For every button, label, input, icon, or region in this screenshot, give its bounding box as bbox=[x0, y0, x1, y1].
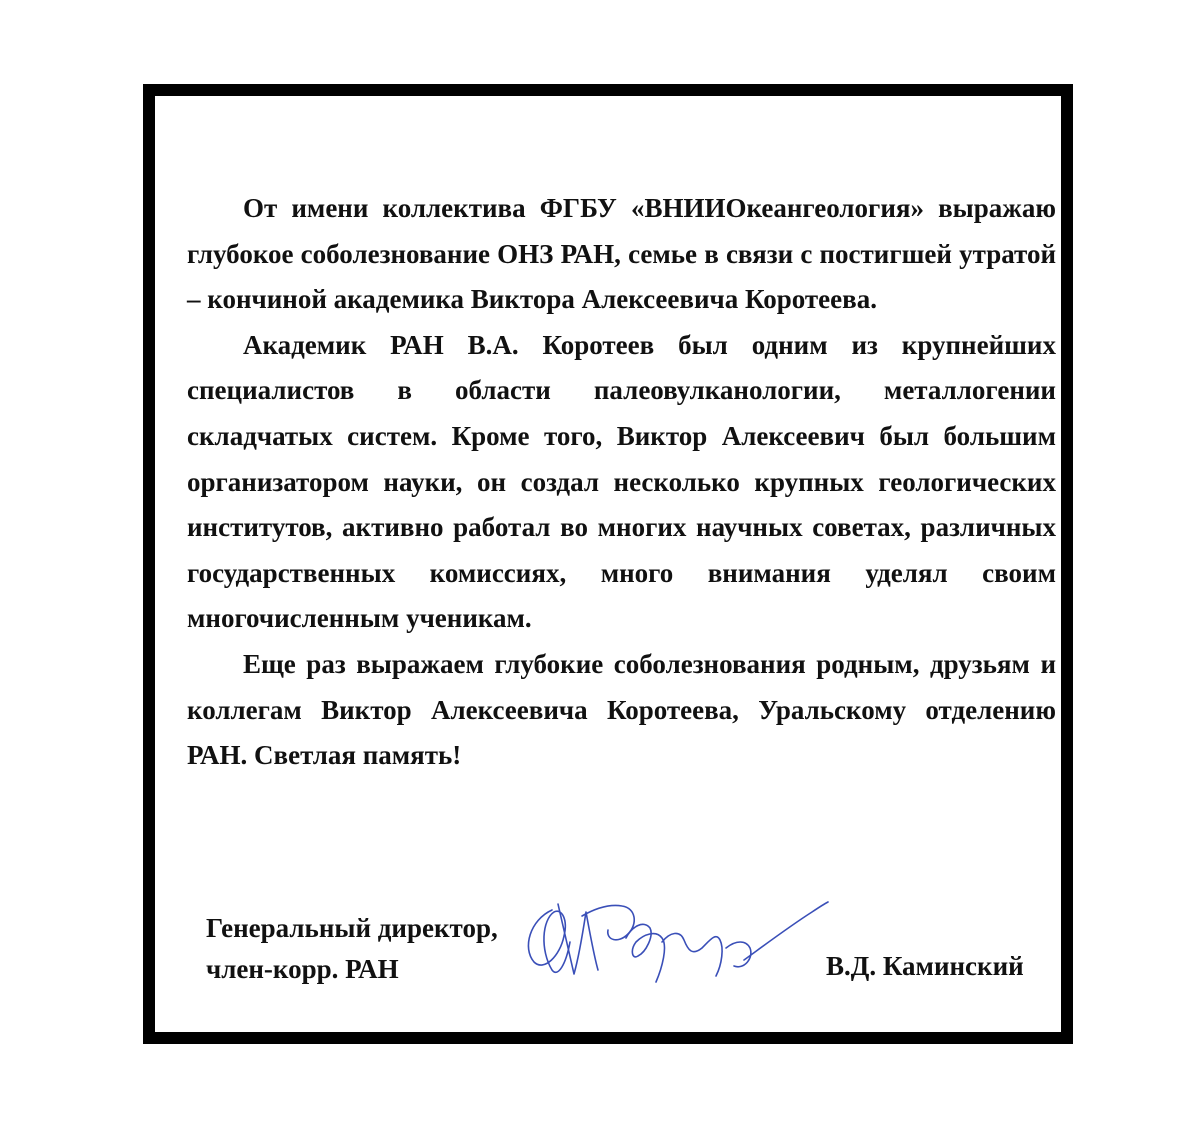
signatory-position: Генеральный директор, bbox=[206, 913, 498, 943]
signatory-name: В.Д. Каминский bbox=[826, 951, 1024, 981]
condolence-letter-body bbox=[187, 186, 1056, 779]
paragraph-condolence-intro: От имени коллектива ФГБУ «ВНИИОкеангеология» выражаю глубокое соболезнование ОНЗ РАН, семье в связи с постигшей утратой – кончиной академика Виктора Алексеевича Коротеева. bbox=[187, 193, 1056, 315]
paragraph-closing: Еще раз выражаем глубокие соболезнования родным, друзьям и коллегам Виктор Алексеевича Коротеева, Уральскому отделению РАН. Светлая память! bbox=[187, 648, 1056, 771]
paragraph-biography: Академик РАН В.А. Коротеев был одним из крупнейших специалистов в области палеовулканологии, металлогении складчатых систем. Кроме того, Виктор Алексеевич был большим организатором науки, он создал несколько крупных геологических институтов, активно работал во многих научных советах, различных государственных комиссиях, много внимания уделял своим многочисленным ученикам. bbox=[187, 329, 1056, 634]
signatory-rank: член-корр. РАН bbox=[206, 954, 399, 984]
